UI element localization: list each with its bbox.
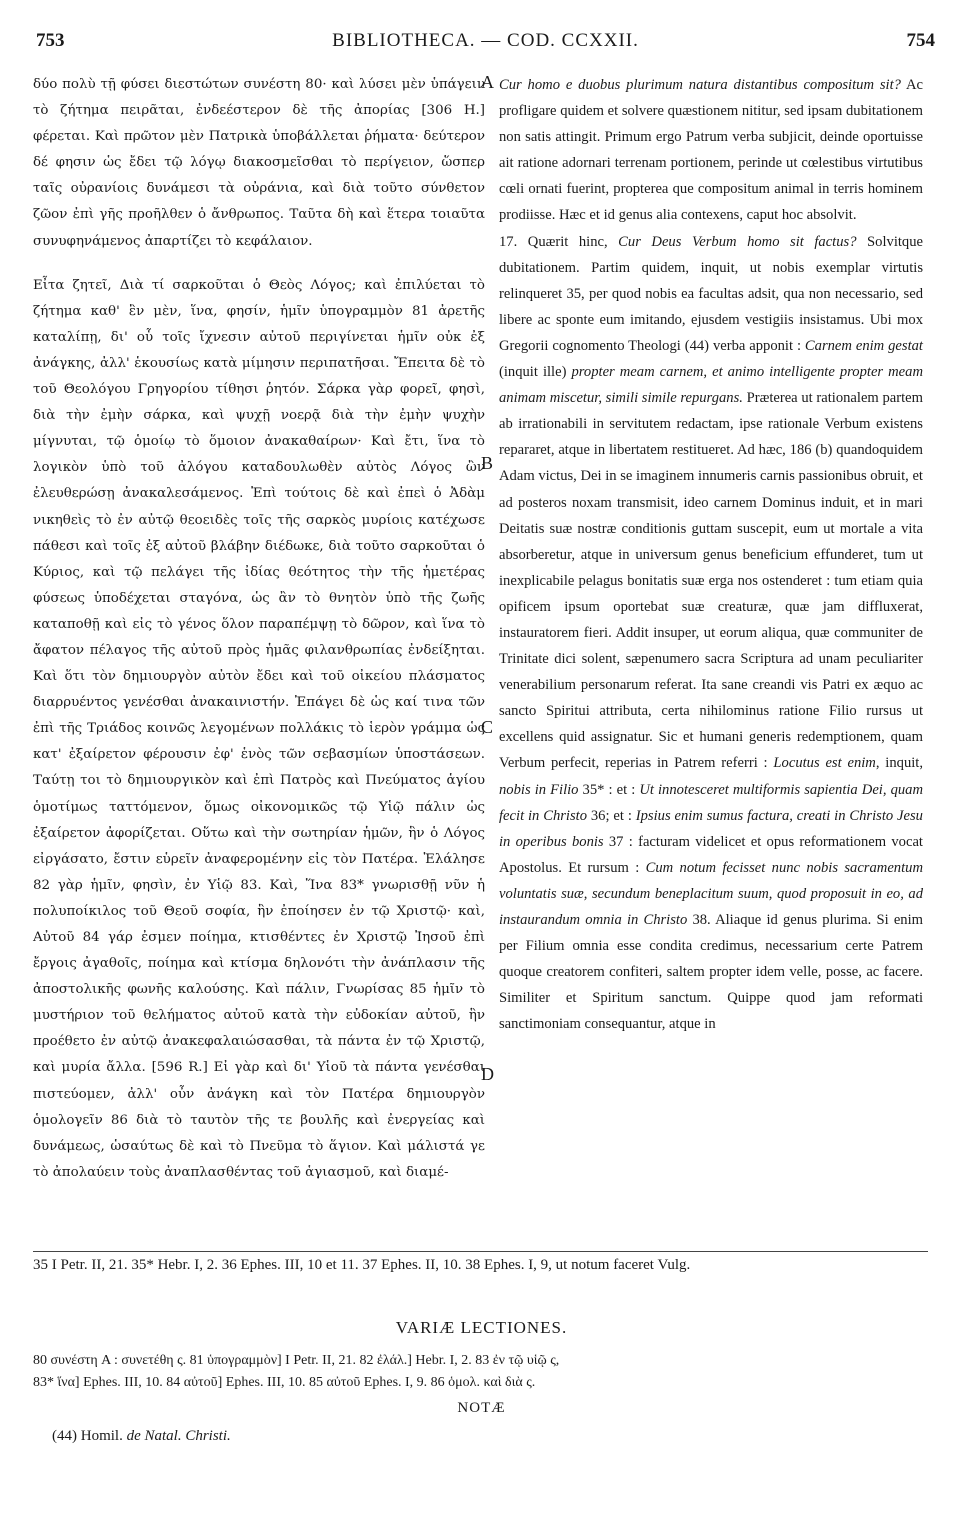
latin-paragraph-1 <box>499 72 923 229</box>
latin-text: Ac profligare quidem et solvere quæstionem nititur, sed ipsam dubitationem non satis attingit. Primum ergo Patrum verba subjicit, deinde oportuisse ait ratione adornari terrenam portionem, perinde ut cœlestibus virtutibus cœli ornati fuerint, propterea que compositum animal in terris hominem prodiisse. Hæc et id genus alia contexens, caput hoc absolvit. <box>499 77 923 224</box>
latin-italic: nobis in Filio <box>499 781 579 798</box>
latin-text: , inquit, <box>875 755 923 772</box>
latin-italic-question-1: Cur homo e duobus plurimum natura distantibus compositum sit? <box>499 77 901 93</box>
variae-line-2: 83* ἵνα] Ephes. III, 10. 84 αὐτοῦ] Ephes. III, 10. 85 αὐτοῦ Ephes. I, 9. 86 ὁμολ. καὶ διὰ ς. <box>33 1375 536 1390</box>
greek-paragraph-1: δύο πολὺ τῇ φύσει διεστώτων συνέστη 80· καὶ λύσει μὲν ὑπάγειν τὸ ζήτημα πειρᾶται, ἐνδεέστερον δὲ τῆς ἀπορίας [306 Η.] φέρεται. Καὶ πρῶτον μὲν Πατρικὰ ὑποβάλλεται ῥήματα· δεύτερον δέ φησιν ὡς ἔδει τῷ λόγῳ διακοσμεῖσθαι τὸ περίγειον, ὥσπερ ταῖς οὐρανίοις δυνάμεσι τὰ οὐράνια, καὶ διὰ τοῦτο σύνθετον ζῶον ἐπὶ γῆς προῆλθεν ὁ ἄνθρωπος. Ταῦτα δὴ καὶ ἕτερα τοιαῦτα συνυφηνάμενος ἀπαρτίζει τὸ κεφάλαιον. <box>33 77 485 249</box>
notae-title: NOTÆ <box>457 1400 506 1416</box>
latin-italic: Cur Deus Verbum homo sit factus? <box>618 233 857 250</box>
margin-letter-d: D <box>481 1064 494 1084</box>
page-number-left: 753 <box>36 30 65 51</box>
note-44 <box>52 1428 231 1445</box>
latin-text: 36; et : <box>587 807 636 824</box>
latin-text: 38. Aliaque id genus plurima. Si enim per Filium omnia esse condita credimus, necessarium certe Patrem quoque creatorem confiteri, saltem propter idem velle, posse, ac facere. Similiter et Spiritum sanctum. Quippe quod jam reformati sanctimoniam consequantur, atque in <box>499 912 923 1033</box>
latin-italic: Cum notum fecisset nunc nobis sacramentum voluntatis suæ, secundum beneplacitum suum, quod proposuit in eo, ad instaurandum omnia in Christo <box>499 859 923 928</box>
variae-lectiones-title: VARIÆ LECTIONES. <box>395 1318 568 1337</box>
latin-italic: propter meam carnem, et animo intelligente propter meam animam miscetur, simili simile repurgans. <box>499 364 923 407</box>
latin-text: Solvitque dubitationem. Partim quidem, inquit, ut nobis exemplar virtutis relinqueret 35, per quod nobis ea facultas adsit, qua non necessario, sed libere ac sponte eum imitando, ejusdem vestigiis insistamus. Ubi mox Gregorii cognomento Theologi (44) verba apponit : <box>499 233 923 354</box>
variae-line-1: 80 συνέστη A : συνετέθη ς. 81 ὑπογραμμὸν] I Petr. II, 21. 82 ἐλάλ.] Hebr. I, 2. 83 ἐν τῷ υἱῷ ς, <box>33 1353 560 1368</box>
latin-text: Præterea ut rationalem partem ab irrationabili in servitutem redactam, ipse rationale Verbum existens repararet, atque in libertatem restitueret. Ad hæc, 186 (b) quandoquidem Adam victus, Dei in se imaginem innumeris carnis passionibus obruit, et ad posteros noxam transmisit, ideo carnem Dominus induit, et in mari Deitatis suæ nostræ conditionis guttam suscepit, eum ut mortale a vita absorberetur, atque in universum genus beneficium effunderet, tum ut inexplicabile pelagus bonitatis suæ erga nos ostenderet : tum etiam quia opificem ipsum oportebat suæ creaturæ, quæ jam diffluxerat, instauratorem fieri. Addit insuper, ut eorum aliqua, quæ communiter de Trinitate dici solent, sæpenumero sacra Scriptura ad unam peculiariter venerabilium personarum referat. Ita sane creandi vis Patri ex æquo ac sancto Spiritui attributa, certa nihilominus ratione Filio rursus ut excellens quid assignatur. Sic et humani generis redemptionem, quam Verbum perfecit, reperias in Patrem referri : <box>499 390 923 772</box>
margin-letter-c: C <box>481 717 494 737</box>
margin-letter-b: B <box>481 453 494 473</box>
latin-text: (inquit ille) <box>499 364 572 381</box>
scripture-footnotes: 35 I Petr. II, 21. 35* Hebr. I, 2. 36 Ephes. III, 10 et 11. 37 Ephes. II, 10. 38 Ephes. I, 9, ut notum faceret Vulg. <box>33 1257 691 1273</box>
latin-text: 37 : facturam videlicet et opus reformationem vocat Apostolus. Et rursum : <box>499 833 923 876</box>
variae-lectiones-body <box>33 1350 928 1394</box>
note-44-text: (44) Homil. <box>52 1428 127 1444</box>
running-header <box>36 30 935 56</box>
latin-italic: Ut innotesceret multiformis sapientia Dei, quam fecit in Christo <box>499 781 923 824</box>
page-number-right: 754 <box>906 30 935 51</box>
note-44-title: de Natal. Christi. <box>126 1428 231 1444</box>
running-title: BIBLIOTHECA. — COD. CCXXII. <box>332 30 639 51</box>
greek-column <box>33 72 485 1186</box>
latin-text: 35* : et : <box>578 781 640 798</box>
margin-letter-a: A <box>481 72 494 92</box>
latin-text: 17. Quærit hinc, <box>499 233 619 250</box>
footnote-divider <box>33 1251 928 1252</box>
latin-italic: Ipsius enim sumus factura, creati in Christo Jesu in operibus bonis <box>499 807 923 850</box>
latin-italic: Carnem enim gestat <box>804 337 923 354</box>
latin-column <box>499 72 923 1037</box>
latin-italic: Locutus est enim <box>773 755 876 772</box>
latin-paragraph-2 <box>499 229 923 1038</box>
greek-paragraph-2: Εἶτα ζητεῖ, Διὰ τί σαρκοῦται ὁ Θεὸς Λόγος; καὶ ἐπιλύεται τὸ ζήτημα καθ' ἓν μὲν, ἵνα, φησίν, ἡμῖν ὑπογραμμὸν 81 ἀρετῆς καταλίπῃ, δι' οὗ τοῖς ἴχνεσιν αὐτοῦ περιγίνεται ἡμῖν οὐκ ἐξ ἀνάγκης, ἀλλ' ἑκουσίως κατὰ μίμησιν περιπατῆσαι. Ἔπειτα δὲ τὸ τοῦ Θεολόγου Γρηγορίου τίθησι ῥητόν. Σάρκα γὰρ φορεῖ, φησὶ, διὰ τὴν ἐμὴν σάρκα, καὶ ψυχῇ νοερᾷ διὰ τὴν ἐμὴν ψυχὴν μίγνυται, τῷ ὁμοίῳ τὸ ὅμοιον ἀνακαθαίρων· Καὶ ἔτι, ἵνα τὸ λογικὸν ὑπὸ τοῦ ἀλόγου καταδουλωθὲν αὐτὸς Λόγος ὢν ἐλευθερώσῃ ἀνακαλεσάμενος. Ἐπὶ τούτοις δὲ καὶ ἐπεὶ ὁ Ἀδὰμ νικηθεὶς τὸ ἐν αὐτῷ θεοειδὲς τοῖς τῆς σαρκὸς μυρίοις κατέχωσε πάθεσι καὶ τοῖς ἐξ αὐτοῦ βλάβην διέδωκε, διὰ τοῦτο σαρκοῦται ὁ Κύριος, καὶ τῷ πελάγει τῆς ἰδίας θεότητος τὴν τῆς ἡμετέρας φύσεως ὑποδέχεται σταγόνα, ὡς ἂν τὸ θνητὸν ὑπὸ τῆς ζωῆς καταποθῇ καὶ εἰς τὸ γένος ὅλον παραπέμψῃ τὸ δῶρον, καὶ ἵνα τὸ ἄφατον πέλαγος τῆς αὐτοῦ πρὸς ἡμᾶς φιλανθρωπίας ἐνδείξηται. Καὶ ὅτι τὸν δημιουργὸν αὐτὸν ἔδει καὶ τοῦ οἰκείου πλάσματος διαρρυέντος γενέσθαι ἀνακαινιστήν. Ἐπάγει δὲ ὡς καί τινα τῶν ἐπὶ τῆς Τριάδος κοινῶς λεγομένων πολλάκις τὸ ἱερὸν γράμμα ὡς κατ' ἐξαίρετον φέρουσιν ἐφ' ἑνὸς τῶν σεβασμίων ὑποστάσεων. Ταύτῃ τοι τὸ δημιουργικὸν καὶ ἐπὶ Πατρὸς καὶ Πνεύματος ἁγίου ὁμοτίμως ταττόμενον, ὅμως οἰκονομικῶς τῷ Υἱῷ πάλιν ὡς ἐξαίρετον ἀφορίζεται. Οὕτω καὶ τὴν σωτηρίαν ἡμῶν, ἣν ὁ Λόγος εἰργάσατο, ἔστιν εὑρεῖν ἀναφερομένην εἰς τὸν Πατέρα. Ἐλάλησε 82 γὰρ ἡμῖν, φησὶν, ἐν Υἱῷ 83. Καὶ, Ἵνα 83* γνωρισθῇ νῦν ἡ πολυποίκιλος τοῦ Θεοῦ σοφία, ἣν ἐποίησεν ἐν τῷ Χριστῷ· καὶ, Αὐτοῦ 84 γάρ ἐσμεν ποίημα, κτισθέντες ἐν Χριστῷ Ἰησοῦ ἐπὶ ἔργοις ἀγαθοῖς, ποίημα καὶ κτίσμα δηλονότι τὴν ἀνάπλασιν τῆς ἀποστολικῆς φωνῆς καλούσης. Καὶ πάλιν, Γνωρίσας 85 ἡμῖν τὸ μυστήριον τοῦ θελήματος αὐτοῦ κατὰ τὴν εὐδοκίαν αὐτοῦ, ἣν προέθετο ἐν αὐτῷ ἀνακεφαλαιώσασθαι, τὰ πάντα ἐν τῷ Χριστῷ, καὶ μυρία ἄλλα. [596 R.] Εἰ γὰρ καὶ δι' Υἱοῦ τὰ πάντα γενέσθαι πιστεύομεν, ἀλλ' οὖν ἀνάγκη καὶ τὸν Πατέρα δημιουργὸν ὁμολογεῖν 86 διὰ τὸ ταυτὸν τῆς τε βουλῆς καὶ ἐνεργείας καὶ δυνάμεως, ὡσαύτως δὲ καὶ τὸ Πνεῦμα τὸ ἅγιον. Καὶ μάλιστά γε τὸ ἀπολαύειν τοὺς ἀναπλασθέντας τοῦ ἁγιασμοῦ, καὶ διαμέ- <box>33 277 485 1180</box>
